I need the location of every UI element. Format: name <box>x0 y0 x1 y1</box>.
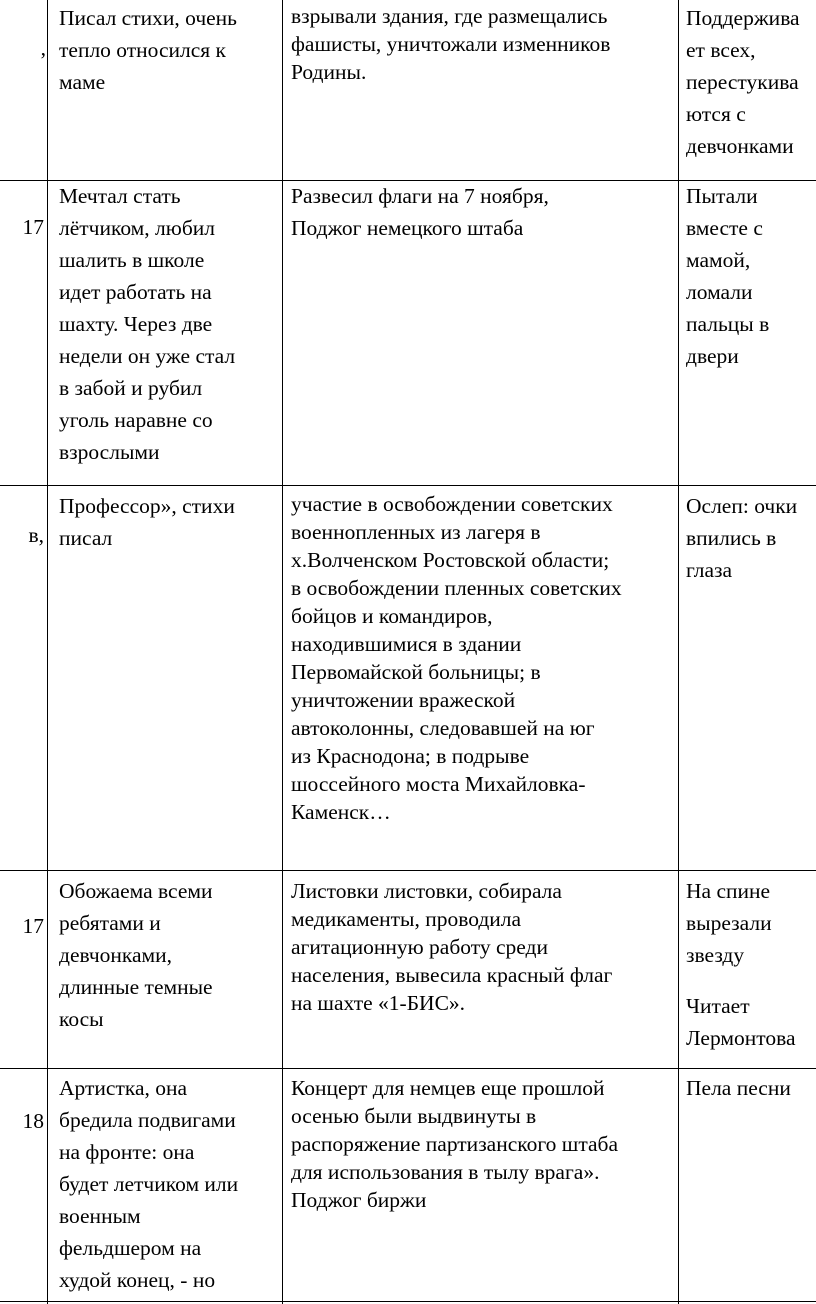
row2-col2-text: Мечтал стать лётчиком, любил шалить в школе идет работать на шахту. Через две недели он уже стал в забой и рубил уголь наравне со взрослыми <box>59 184 236 464</box>
row5-col3-text: Концерт для немцев еще прошлой осенью были выдвинуты в распоряжение партизанского штаба для использования в тылу врага». Поджог биржи <box>291 1076 619 1212</box>
table-border-vertical-3 <box>678 0 679 1304</box>
row4-col2-text: Обожаема всеми ребятами и девчонками, длинные темные косы <box>59 879 213 1031</box>
table-bottom-border <box>0 1301 816 1302</box>
row3-col1-text: в, <box>28 523 44 547</box>
row4-col1-text: 17 <box>22 914 44 938</box>
table-border-vertical-2 <box>282 0 283 1304</box>
table-row-divider-2 <box>0 485 816 486</box>
row5-col2-text: Артистка, она бредила подвигами на фронте: она будет летчиком или военным фельдшером на худой конец, - но <box>59 1076 239 1292</box>
row4-col4-text: На спине вырезали звезду <box>686 879 772 967</box>
row2-col1-text: 17 <box>22 215 44 239</box>
row3-col4-text: Ослеп: очки впились в глаза <box>686 494 798 582</box>
table-row-divider-3 <box>0 870 816 871</box>
row3-col2-text: Профессор», стихи писал <box>59 494 235 550</box>
row1-col4-text: Поддержива ет всех, перестукива ются с девчонками <box>686 6 800 158</box>
row5-col1-text: 18 <box>22 1109 44 1133</box>
row4-col4-extra-text: Читает Лермонтова <box>686 994 796 1050</box>
row1-col2-text: Писал стихи, очень тепло относился к маме <box>59 6 237 94</box>
table-row-divider-4 <box>0 1068 816 1069</box>
row2-col3-text: Развесил флаги на 7 ноября, Поджог немецкого штаба <box>291 184 549 240</box>
row1-col1-text: , <box>40 36 46 60</box>
table-border-vertical-1 <box>47 0 48 1304</box>
row4-col3-text: Листовки листовки, собирала медикаменты, проводила агитационную работу среди населения, вывесила красный флаг на шахте «1-БИС». <box>291 879 613 1015</box>
row2-col4-text: Пытали вместе с мамой, ломали пальцы в двери <box>686 184 770 368</box>
row1-col3-text: взрывали здания, где размещались фашисты, уничтожали изменников Родины. <box>291 4 611 84</box>
row5-col4-text: Пела песни <box>686 1076 791 1100</box>
row3-col3-text: участие в освобождении советских военнопленных из лагеря в х.Волченском Ростовской области; в освобождении пленных советских бойцов и командиров, находившимися в здании Первомайской больницы; в уничтожении вражеской автоколонны, следовавшей на юг из Краснодона; в подрыве шоссейного моста Михайловка- Каменск… <box>291 492 622 824</box>
